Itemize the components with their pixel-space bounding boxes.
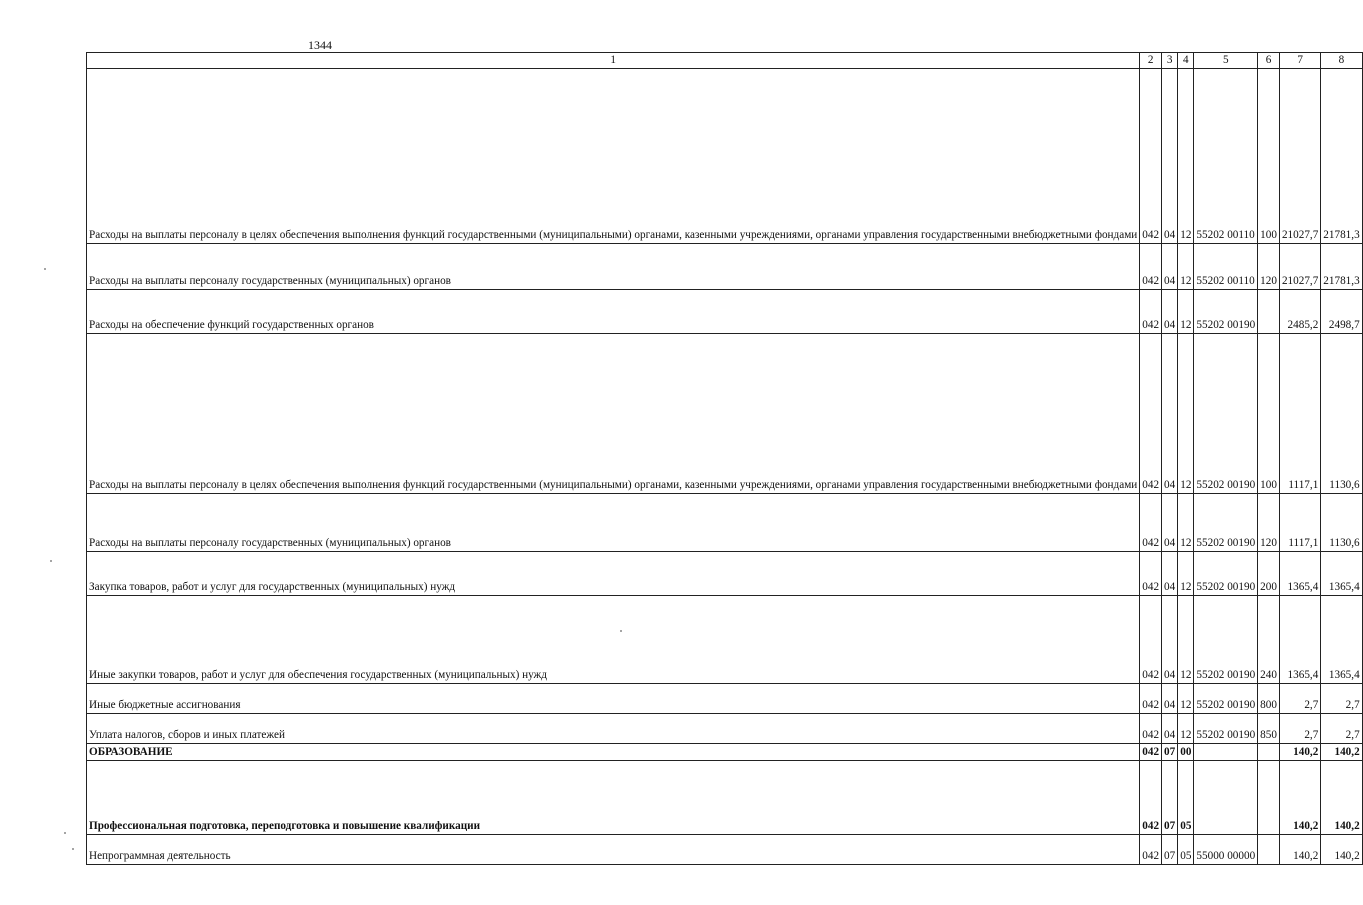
row-target-article-cell: 55202 00190 bbox=[1194, 289, 1258, 333]
scan-speck bbox=[64, 832, 66, 834]
row-ved-cell: 042 bbox=[1140, 243, 1162, 289]
row-expense-type-cell: 100 bbox=[1258, 68, 1280, 243]
row-sum-year1-cell: 2,7 bbox=[1279, 713, 1320, 743]
table-row bbox=[87, 289, 1363, 333]
row-subsection-cell: 12 bbox=[1178, 551, 1194, 595]
row-section-cell: 07 bbox=[1162, 834, 1178, 864]
row-section-cell: 04 bbox=[1162, 683, 1178, 713]
row-target-article-cell: 55202 00110 bbox=[1194, 68, 1258, 243]
table-row bbox=[87, 68, 1363, 243]
row-sum-year2-cell: 1130,6 bbox=[1321, 333, 1362, 493]
row-expense-type-cell: 240 bbox=[1258, 595, 1280, 683]
table-row bbox=[87, 713, 1363, 743]
row-ved-cell: 042 bbox=[1140, 551, 1162, 595]
row-ved-cell: 042 bbox=[1140, 493, 1162, 551]
scan-speck bbox=[50, 560, 52, 562]
row-target-article-cell bbox=[1194, 743, 1258, 760]
row-section-cell: 04 bbox=[1162, 333, 1178, 493]
row-sum-year1-cell: 140,2 bbox=[1279, 760, 1320, 834]
row-subsection-cell: 12 bbox=[1178, 289, 1194, 333]
row-subsection-cell: 12 bbox=[1178, 68, 1194, 243]
header-row bbox=[87, 53, 1363, 69]
row-expense-type-cell: 120 bbox=[1258, 493, 1280, 551]
header-cell-3: 3 bbox=[1162, 53, 1178, 69]
header-cell-7: 7 bbox=[1279, 53, 1320, 69]
row-ved-cell: 042 bbox=[1140, 289, 1162, 333]
budget-table bbox=[86, 52, 1363, 865]
header-cell-8: 8 bbox=[1321, 53, 1362, 69]
table-row bbox=[87, 760, 1363, 834]
page-number: 1344 bbox=[308, 38, 332, 52]
table-row bbox=[87, 683, 1363, 713]
row-sum-year1-cell: 1365,4 bbox=[1279, 595, 1320, 683]
row-sum-year1-cell: 140,2 bbox=[1279, 743, 1320, 760]
row-sum-year2-cell: 140,2 bbox=[1321, 760, 1362, 834]
row-expense-type-cell bbox=[1258, 834, 1280, 864]
row-section-cell: 04 bbox=[1162, 289, 1178, 333]
row-expense-type-cell bbox=[1258, 743, 1280, 760]
table-body bbox=[87, 68, 1363, 864]
row-expense-type-cell: 850 bbox=[1258, 713, 1280, 743]
row-subsection-cell: 00 bbox=[1178, 743, 1194, 760]
row-name-cell: Иные бюджетные ассигнования bbox=[87, 683, 1140, 713]
scan-speck bbox=[72, 848, 74, 850]
table-row bbox=[87, 834, 1363, 864]
row-name-cell: Уплата налогов, сборов и иных платежей bbox=[87, 713, 1140, 743]
row-target-article-cell: 55202 00110 bbox=[1194, 243, 1258, 289]
row-target-article-cell: 55202 00190 bbox=[1194, 551, 1258, 595]
header-cell-4: 4 bbox=[1178, 53, 1194, 69]
row-ved-cell: 042 bbox=[1140, 834, 1162, 864]
row-section-cell: 07 bbox=[1162, 743, 1178, 760]
row-sum-year2-cell: 1365,4 bbox=[1321, 551, 1362, 595]
row-ved-cell: 042 bbox=[1140, 760, 1162, 834]
row-subsection-cell: 12 bbox=[1178, 683, 1194, 713]
header-cell-5: 5 bbox=[1194, 53, 1258, 69]
row-name-cell: Закупка товаров, работ и услуг для государственных (муниципальных) нужд bbox=[87, 551, 1140, 595]
row-subsection-cell: 12 bbox=[1178, 713, 1194, 743]
table-row bbox=[87, 243, 1363, 289]
row-subsection-cell: 12 bbox=[1178, 243, 1194, 289]
row-target-article-cell: 55202 00190 bbox=[1194, 595, 1258, 683]
row-ved-cell: 042 bbox=[1140, 713, 1162, 743]
row-target-article-cell: 55202 00190 bbox=[1194, 493, 1258, 551]
scan-speck bbox=[44, 268, 46, 270]
row-section-cell: 04 bbox=[1162, 551, 1178, 595]
table-row bbox=[87, 551, 1363, 595]
row-ved-cell: 042 bbox=[1140, 683, 1162, 713]
row-sum-year2-cell: 2,7 bbox=[1321, 713, 1362, 743]
row-name-cell: Расходы на выплаты персоналу государственных (муниципальных) органов bbox=[87, 493, 1140, 551]
row-ved-cell: 042 bbox=[1140, 743, 1162, 760]
row-expense-type-cell bbox=[1258, 760, 1280, 834]
row-section-cell: 04 bbox=[1162, 68, 1178, 243]
row-name-cell: Расходы на обеспечение функций государственных органов bbox=[87, 289, 1140, 333]
row-target-article-cell: 55202 00190 bbox=[1194, 333, 1258, 493]
row-sum-year1-cell: 1117,1 bbox=[1279, 333, 1320, 493]
row-sum-year2-cell: 21781,3 bbox=[1321, 243, 1362, 289]
row-section-cell: 04 bbox=[1162, 713, 1178, 743]
header-cell-2: 2 bbox=[1140, 53, 1162, 69]
row-sum-year2-cell: 2498,7 bbox=[1321, 289, 1362, 333]
row-name-cell: Иные закупки товаров, работ и услуг для обеспечения государственных (муниципальных) нужд bbox=[87, 595, 1140, 683]
row-sum-year1-cell: 1117,1 bbox=[1279, 493, 1320, 551]
row-sum-year1-cell: 1365,4 bbox=[1279, 551, 1320, 595]
row-sum-year2-cell: 1365,4 bbox=[1321, 595, 1362, 683]
row-sum-year1-cell: 21027,7 bbox=[1279, 68, 1320, 243]
row-sum-year2-cell: 140,2 bbox=[1321, 834, 1362, 864]
row-sum-year1-cell: 2485,2 bbox=[1279, 289, 1320, 333]
row-section-cell: 04 bbox=[1162, 595, 1178, 683]
row-subsection-cell: 12 bbox=[1178, 595, 1194, 683]
table-row bbox=[87, 333, 1363, 493]
row-sum-year2-cell: 21781,3 bbox=[1321, 68, 1362, 243]
row-sum-year1-cell: 2,7 bbox=[1279, 683, 1320, 713]
row-expense-type-cell: 100 bbox=[1258, 333, 1280, 493]
header-cell-1: 1 bbox=[87, 53, 1140, 69]
row-subsection-cell: 12 bbox=[1178, 333, 1194, 493]
row-expense-type-cell bbox=[1258, 289, 1280, 333]
row-name-cell: Расходы на выплаты персоналу в целях обеспечения выполнения функций государственными (муниципальными) органами, казенными учреждениями, органами управления государственными внебюджетными фондами bbox=[87, 68, 1140, 243]
row-subsection-cell: 12 bbox=[1178, 493, 1194, 551]
row-name-cell: ОБРАЗОВАНИЕ bbox=[87, 743, 1140, 760]
row-expense-type-cell: 800 bbox=[1258, 683, 1280, 713]
row-target-article-cell: 55202 00190 bbox=[1194, 683, 1258, 713]
row-name-cell: Непрограммная деятельность bbox=[87, 834, 1140, 864]
row-expense-type-cell: 120 bbox=[1258, 243, 1280, 289]
scan-speck bbox=[620, 630, 622, 632]
row-ved-cell: 042 bbox=[1140, 595, 1162, 683]
row-name-cell: Расходы на выплаты персоналу в целях обеспечения выполнения функций государственными (муниципальными) органами, казенными учреждениями, органами управления государственными внебюджетными фондами bbox=[87, 333, 1140, 493]
row-sum-year2-cell: 140,2 bbox=[1321, 743, 1362, 760]
row-ved-cell: 042 bbox=[1140, 333, 1162, 493]
row-section-cell: 04 bbox=[1162, 243, 1178, 289]
row-name-cell: Профессиональная подготовка, переподготовка и повышение квалификации bbox=[87, 760, 1140, 834]
row-target-article-cell: 55000 00000 bbox=[1194, 834, 1258, 864]
table-row bbox=[87, 743, 1363, 760]
row-expense-type-cell: 200 bbox=[1258, 551, 1280, 595]
table-row bbox=[87, 595, 1363, 683]
row-sum-year2-cell: 2,7 bbox=[1321, 683, 1362, 713]
header-cell-6: 6 bbox=[1258, 53, 1280, 69]
row-sum-year2-cell: 1130,6 bbox=[1321, 493, 1362, 551]
row-name-cell: Расходы на выплаты персоналу государственных (муниципальных) органов bbox=[87, 243, 1140, 289]
table-row bbox=[87, 493, 1363, 551]
row-subsection-cell: 05 bbox=[1178, 834, 1194, 864]
row-target-article-cell bbox=[1194, 760, 1258, 834]
row-target-article-cell: 55202 00190 bbox=[1194, 713, 1258, 743]
row-section-cell: 04 bbox=[1162, 493, 1178, 551]
row-sum-year1-cell: 140,2 bbox=[1279, 834, 1320, 864]
row-ved-cell: 042 bbox=[1140, 68, 1162, 243]
row-subsection-cell: 05 bbox=[1178, 760, 1194, 834]
row-sum-year1-cell: 21027,7 bbox=[1279, 243, 1320, 289]
row-section-cell: 07 bbox=[1162, 760, 1178, 834]
